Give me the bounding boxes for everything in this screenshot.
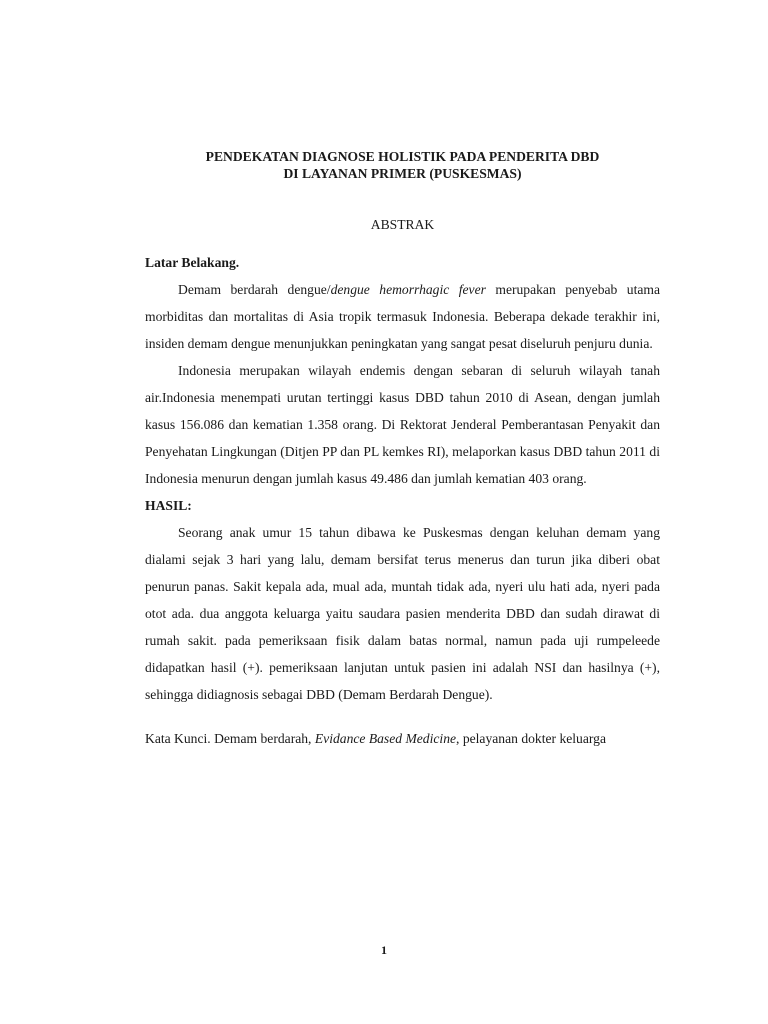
result-paragraph: Seorang anak umur 15 tahun dibawa ke Puskesmas dengan keluhan demam yang dialami sejak 3 hari yang lalu, demam bersifat terus menerus dan turun jika diberi obat penurun panas. Sakit kepala ada, mual ada, muntah tidak ada, nyeri ulu hati ada, nyeri pada otot ada. dua anggota keluarga yaitu saudara pasien menderita DBD dan sudah dirawat di rumah sakit. pada pemeriksaan fisik dalam batas normal, namun pada uji rumpeleede didapatkan hasil (+). pemeriksaan lanjutan untuk pasien ini adalah NSI dan hasilnya (+), sehingga didiagnosis sebagai DBD (Demam Berdarah Dengue). xyxy=(145,525,660,702)
background-para1-italic: dengue hemorrhagic fever xyxy=(330,282,486,297)
keywords xyxy=(145,725,660,752)
background-paragraph-2: Indonesia merupakan wilayah endemis dengan sebaran di seluruh wilayah tanah air.Indonesia menempati urutan tertinggi kasus DBD tahun 2010 di Asean, dengan jumlah kasus 156.086 dan kematian 1.358 orang. Di Rektorat Jenderal Pemberantasan Penyakit dan Penyehatan Lingkungan (Ditjen PP dan PL kemkes RI), melaporkan kasus DBD tahun 2011 di Indonesia menurun dengan jumlah kasus 49.486 dan jumlah kematian 403 orang. xyxy=(145,363,660,486)
background-heading: Latar Belakang. xyxy=(145,255,240,270)
abstract-heading: ABSTRAK xyxy=(370,217,435,232)
keywords-suffix: , pelayanan dokter keluarga xyxy=(456,731,607,746)
background-paragraph-1 xyxy=(145,276,660,357)
background-para1-text-2: merupakan penyebab utama morbiditas dan mortalitas di Asia tropik termasuk Indonesia. Beberapa dekade terakhir ini, insiden demam dengue menunjukkan peningkatan yang sangat pesat diseluruh penjuru dunia. xyxy=(145,282,661,351)
document-content xyxy=(145,148,660,752)
result-heading: HASIL: xyxy=(145,498,192,513)
title-line-1: PENDEKATAN DIAGNOSE HOLISTIK PADA PENDERITA DBD xyxy=(205,149,600,164)
keywords-prefix: Kata Kunci. Demam berdarah, xyxy=(145,731,315,746)
keywords-italic: Evidance Based Medicine xyxy=(314,731,457,746)
background-para1-text-1: Demam berdarah dengue/ xyxy=(178,282,331,297)
page-number: 1 xyxy=(381,943,387,957)
document-title xyxy=(145,148,660,182)
title-line-2: DI LAYANAN PRIMER (PUSKESMAS) xyxy=(283,166,522,181)
